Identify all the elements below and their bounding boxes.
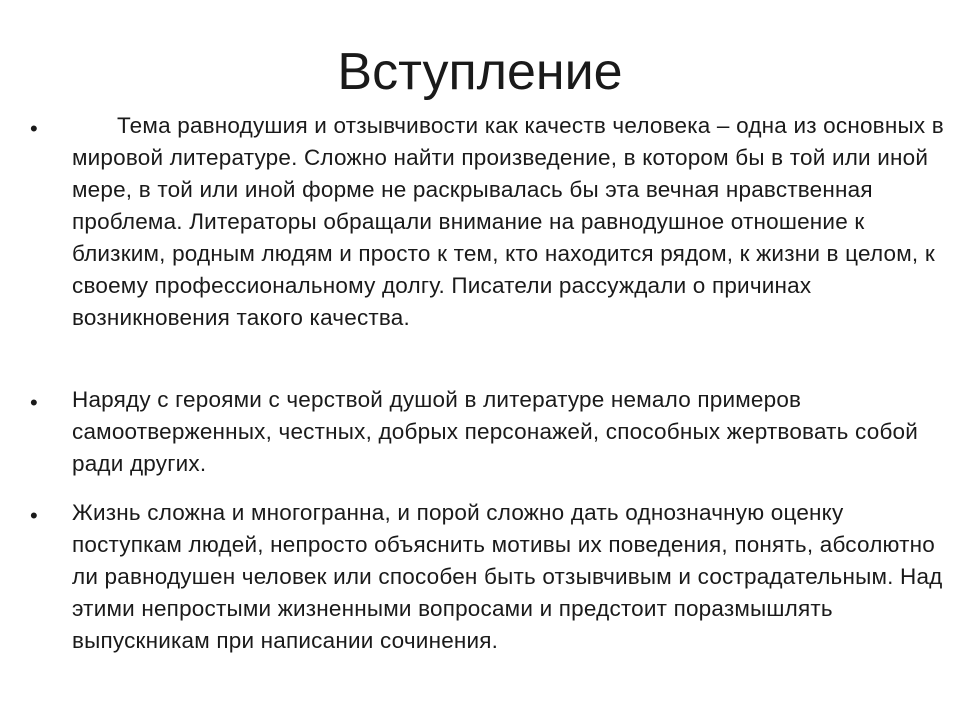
paragraph-theme: Тема равнодушия и отзывчивости как качеств человека – одна из основных в мировой литературе. Сложно найти произведение, в котором бы в той или иной мере, в той или иной форме не раскрывалась бы эта вечная нравственная проблема. Литераторы обращали внимание на равнодушное отношение к близким, родным людям и просто к тем, кто находится рядом, к жизни в целом, к своему профессиональному долгу. Писатели рассуждали о причинах возникновения такого качества.: [72, 113, 944, 330]
paragraph-life: Жизнь сложна и многогранна, и порой сложно дать однозначную оценку поступкам людей, непросто объяснить мотивы их поведения, понять, абсолютно ли равнодушен человек или способен быть отзывчивым и сострадательным. Над этими непростыми жизненными вопросами и предстоит поразмышлять выпускникам при написании сочинения.: [72, 500, 943, 653]
paragraph-heroes: Наряду с героями с черствой душой в литературе немало примеров самоотверженных, честных, добрых персонажей, способных жертвовать собой ради других.: [72, 387, 919, 476]
bullet-icon: •: [30, 503, 38, 528]
bullet-icon: •: [30, 390, 38, 415]
slide-title: Вступление: [337, 43, 623, 101]
bullet-icon: •: [30, 116, 38, 141]
